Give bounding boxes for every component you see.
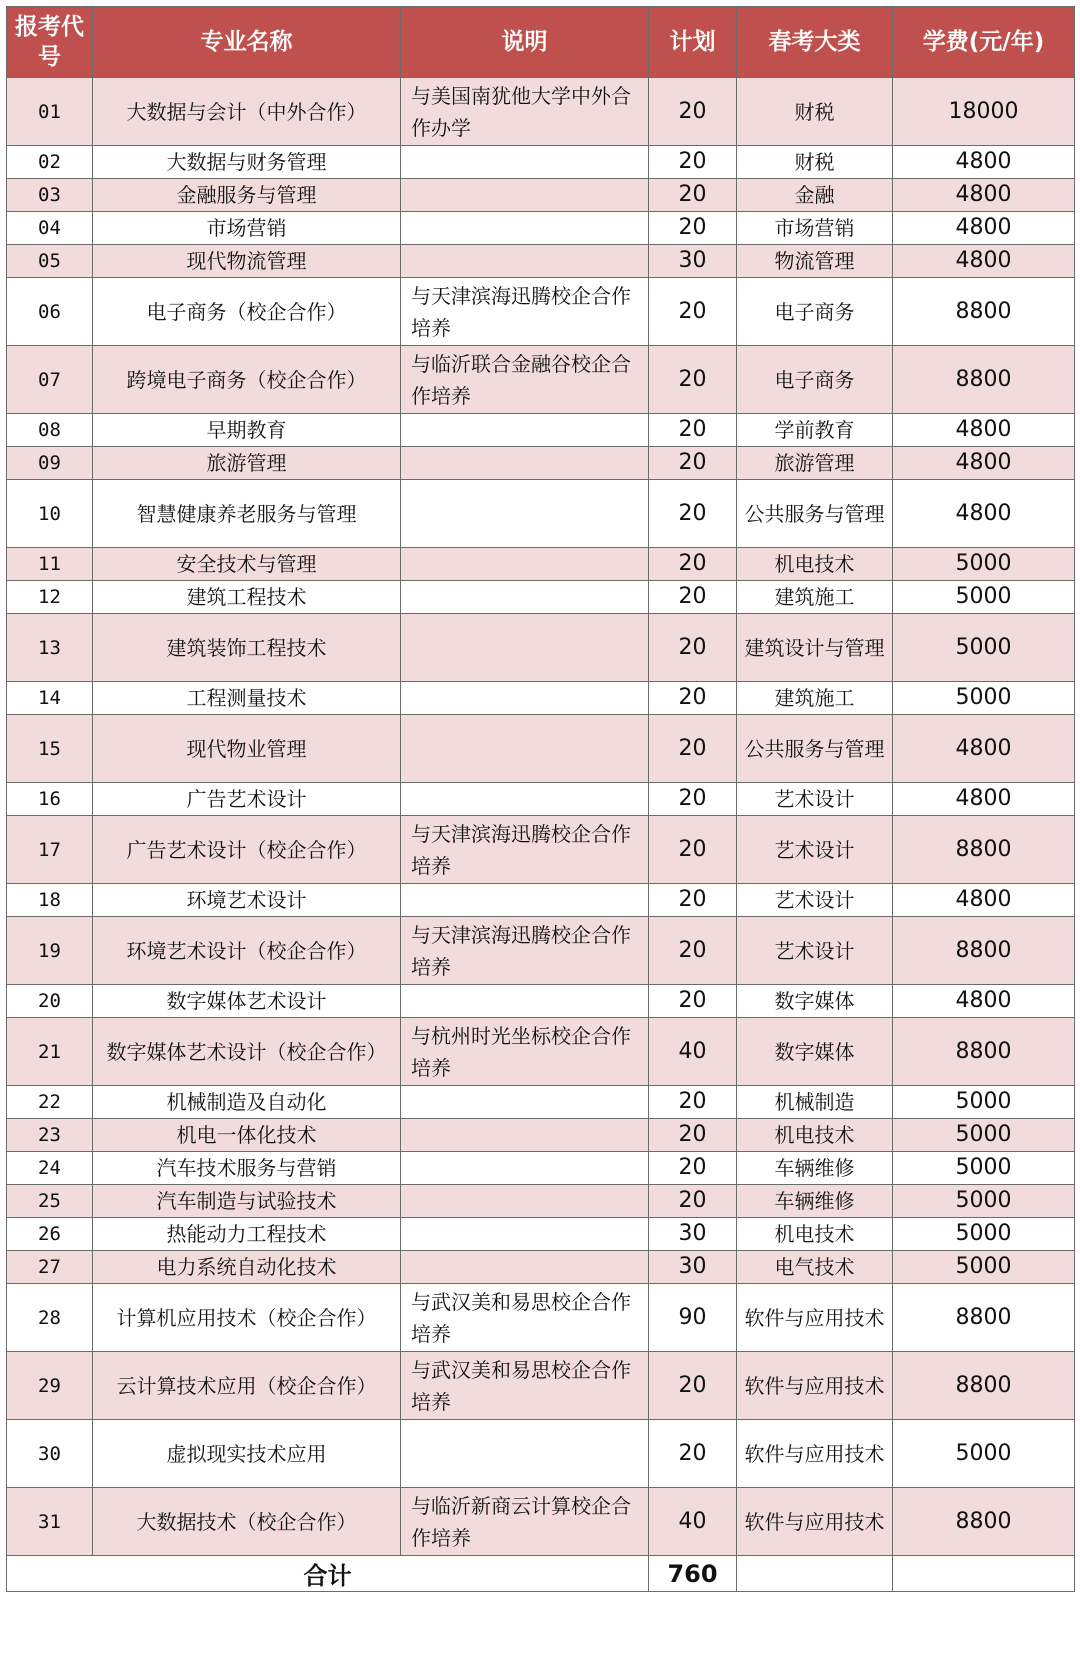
cell-major: 环境艺术设计	[93, 884, 401, 917]
cell-major: 安全技术与管理	[93, 548, 401, 581]
cell-plan: 40	[649, 1018, 737, 1086]
table-row	[7, 447, 1075, 480]
cell-note	[401, 1119, 649, 1152]
cell-major: 数字媒体艺术设计	[93, 985, 401, 1018]
cell-category: 公共服务与管理	[737, 480, 893, 548]
cell-major: 计算机应用技术（校企合作）	[93, 1284, 401, 1352]
total-plan: 760	[649, 1556, 737, 1592]
cell-code: 01	[7, 78, 93, 146]
cell-category: 建筑施工	[737, 682, 893, 715]
cell-code: 30	[7, 1420, 93, 1488]
cell-major: 热能动力工程技术	[93, 1218, 401, 1251]
enrollment-plan-table	[6, 6, 1075, 1592]
cell-category: 电子商务	[737, 346, 893, 414]
cell-plan: 30	[649, 245, 737, 278]
cell-code: 27	[7, 1251, 93, 1284]
cell-fee: 8800	[893, 917, 1075, 985]
cell-note: 与武汉美和易思校企合作培养	[401, 1352, 649, 1420]
cell-code: 20	[7, 985, 93, 1018]
cell-note	[401, 581, 649, 614]
cell-category: 艺术设计	[737, 783, 893, 816]
table-row	[7, 1086, 1075, 1119]
total-row	[7, 1556, 1075, 1592]
table-row	[7, 346, 1075, 414]
table-row	[7, 548, 1075, 581]
total-empty-category	[737, 1556, 893, 1592]
cell-category: 物流管理	[737, 245, 893, 278]
cell-plan: 20	[649, 179, 737, 212]
cell-category: 学前教育	[737, 414, 893, 447]
table-row	[7, 278, 1075, 346]
cell-fee: 5000	[893, 682, 1075, 715]
table-row	[7, 1119, 1075, 1152]
cell-plan: 20	[649, 985, 737, 1018]
cell-plan: 30	[649, 1251, 737, 1284]
cell-category: 财税	[737, 78, 893, 146]
cell-plan: 20	[649, 715, 737, 783]
cell-fee: 8800	[893, 1284, 1075, 1352]
cell-plan: 20	[649, 1420, 737, 1488]
table-body	[7, 78, 1075, 1556]
table-header-row	[7, 7, 1075, 78]
cell-code: 13	[7, 614, 93, 682]
cell-note	[401, 614, 649, 682]
cell-fee: 5000	[893, 1420, 1075, 1488]
cell-fee: 8800	[893, 346, 1075, 414]
cell-code: 18	[7, 884, 93, 917]
cell-note	[401, 447, 649, 480]
cell-note	[401, 414, 649, 447]
cell-major: 数字媒体艺术设计（校企合作）	[93, 1018, 401, 1086]
cell-category: 旅游管理	[737, 447, 893, 480]
cell-code: 10	[7, 480, 93, 548]
cell-code: 21	[7, 1018, 93, 1086]
cell-fee: 4800	[893, 414, 1075, 447]
cell-plan: 20	[649, 480, 737, 548]
cell-code: 24	[7, 1152, 93, 1185]
cell-plan: 20	[649, 1119, 737, 1152]
cell-fee: 8800	[893, 278, 1075, 346]
cell-category: 机电技术	[737, 548, 893, 581]
cell-major: 市场营销	[93, 212, 401, 245]
table-row	[7, 1218, 1075, 1251]
cell-major: 广告艺术设计（校企合作）	[93, 816, 401, 884]
cell-note: 与天津滨海迅腾校企合作培养	[401, 278, 649, 346]
cell-note	[401, 783, 649, 816]
cell-code: 26	[7, 1218, 93, 1251]
cell-note: 与天津滨海迅腾校企合作培养	[401, 816, 649, 884]
cell-plan: 20	[649, 884, 737, 917]
cell-major: 电子商务（校企合作）	[93, 278, 401, 346]
table-row	[7, 816, 1075, 884]
cell-fee: 4800	[893, 179, 1075, 212]
cell-code: 11	[7, 548, 93, 581]
enrollment-plan-table-container	[6, 6, 1074, 1592]
cell-plan: 20	[649, 1352, 737, 1420]
header-major: 专业名称	[93, 7, 401, 78]
cell-note	[401, 1086, 649, 1119]
cell-fee: 4800	[893, 447, 1075, 480]
header-code: 报考代号	[7, 7, 93, 78]
cell-fee: 8800	[893, 1352, 1075, 1420]
cell-code: 19	[7, 917, 93, 985]
table-row	[7, 985, 1075, 1018]
cell-code: 28	[7, 1284, 93, 1352]
cell-plan: 20	[649, 212, 737, 245]
table-row	[7, 1420, 1075, 1488]
cell-major: 建筑工程技术	[93, 581, 401, 614]
cell-category: 财税	[737, 146, 893, 179]
cell-category: 艺术设计	[737, 917, 893, 985]
cell-note	[401, 480, 649, 548]
cell-fee: 5000	[893, 1218, 1075, 1251]
table-row	[7, 179, 1075, 212]
table-row	[7, 614, 1075, 682]
cell-plan: 20	[649, 1152, 737, 1185]
table-row	[7, 1352, 1075, 1420]
cell-note	[401, 715, 649, 783]
cell-category: 艺术设计	[737, 884, 893, 917]
table-row	[7, 1152, 1075, 1185]
cell-major: 现代物业管理	[93, 715, 401, 783]
cell-note	[401, 245, 649, 278]
cell-code: 04	[7, 212, 93, 245]
table-row	[7, 245, 1075, 278]
header-fee: 学费(元/年)	[893, 7, 1075, 78]
cell-fee: 8800	[893, 1488, 1075, 1556]
cell-note	[401, 146, 649, 179]
cell-fee: 4800	[893, 212, 1075, 245]
cell-plan: 20	[649, 447, 737, 480]
cell-category: 软件与应用技术	[737, 1488, 893, 1556]
cell-note: 与临沂新商云计算校企合作培养	[401, 1488, 649, 1556]
cell-code: 06	[7, 278, 93, 346]
cell-note	[401, 1218, 649, 1251]
cell-major: 跨境电子商务（校企合作）	[93, 346, 401, 414]
cell-fee: 5000	[893, 1185, 1075, 1218]
cell-plan: 20	[649, 816, 737, 884]
cell-note	[401, 1152, 649, 1185]
cell-major: 智慧健康养老服务与管理	[93, 480, 401, 548]
table-row	[7, 581, 1075, 614]
cell-code: 25	[7, 1185, 93, 1218]
total-empty-fee	[893, 1556, 1075, 1592]
cell-fee: 5000	[893, 1251, 1075, 1284]
cell-category: 数字媒体	[737, 985, 893, 1018]
cell-plan: 20	[649, 278, 737, 346]
cell-major: 大数据与会计（中外合作）	[93, 78, 401, 146]
cell-fee: 5000	[893, 548, 1075, 581]
cell-major: 机械制造及自动化	[93, 1086, 401, 1119]
cell-category: 建筑施工	[737, 581, 893, 614]
cell-major: 电力系统自动化技术	[93, 1251, 401, 1284]
cell-major: 早期教育	[93, 414, 401, 447]
cell-note	[401, 884, 649, 917]
table-row	[7, 414, 1075, 447]
table-row	[7, 715, 1075, 783]
table-row	[7, 78, 1075, 146]
cell-category: 数字媒体	[737, 1018, 893, 1086]
cell-fee: 5000	[893, 1119, 1075, 1152]
cell-category: 电子商务	[737, 278, 893, 346]
cell-note	[401, 548, 649, 581]
cell-fee: 8800	[893, 816, 1075, 884]
cell-category: 车辆维修	[737, 1185, 893, 1218]
cell-major: 广告艺术设计	[93, 783, 401, 816]
cell-fee: 5000	[893, 1086, 1075, 1119]
cell-fee: 18000	[893, 78, 1075, 146]
table-row	[7, 212, 1075, 245]
cell-code: 23	[7, 1119, 93, 1152]
cell-category: 金融	[737, 179, 893, 212]
cell-code: 05	[7, 245, 93, 278]
cell-code: 15	[7, 715, 93, 783]
cell-note: 与临沂联合金融谷校企合作培养	[401, 346, 649, 414]
cell-note	[401, 179, 649, 212]
cell-major: 环境艺术设计（校企合作）	[93, 917, 401, 985]
cell-note	[401, 1420, 649, 1488]
table-row	[7, 783, 1075, 816]
cell-major: 汽车制造与试验技术	[93, 1185, 401, 1218]
cell-plan: 20	[649, 346, 737, 414]
cell-code: 17	[7, 816, 93, 884]
table-row	[7, 884, 1075, 917]
cell-code: 09	[7, 447, 93, 480]
cell-fee: 4800	[893, 783, 1075, 816]
cell-plan: 20	[649, 917, 737, 985]
cell-note	[401, 682, 649, 715]
cell-code: 07	[7, 346, 93, 414]
cell-major: 汽车技术服务与营销	[93, 1152, 401, 1185]
table-row	[7, 480, 1075, 548]
cell-major: 金融服务与管理	[93, 179, 401, 212]
cell-code: 02	[7, 146, 93, 179]
cell-code: 03	[7, 179, 93, 212]
cell-major: 旅游管理	[93, 447, 401, 480]
cell-note	[401, 212, 649, 245]
cell-plan: 20	[649, 146, 737, 179]
cell-category: 艺术设计	[737, 816, 893, 884]
cell-plan: 20	[649, 1185, 737, 1218]
table-row	[7, 1018, 1075, 1086]
table-row	[7, 682, 1075, 715]
cell-fee: 5000	[893, 614, 1075, 682]
cell-note: 与武汉美和易思校企合作培养	[401, 1284, 649, 1352]
cell-major: 大数据技术（校企合作）	[93, 1488, 401, 1556]
cell-code: 22	[7, 1086, 93, 1119]
cell-code: 12	[7, 581, 93, 614]
cell-fee: 8800	[893, 1018, 1075, 1086]
cell-major: 机电一体化技术	[93, 1119, 401, 1152]
cell-fee: 5000	[893, 581, 1075, 614]
cell-plan: 20	[649, 414, 737, 447]
cell-category: 电气技术	[737, 1251, 893, 1284]
cell-code: 31	[7, 1488, 93, 1556]
cell-plan: 20	[649, 783, 737, 816]
cell-note: 与美国南犹他大学中外合作办学	[401, 78, 649, 146]
cell-code: 14	[7, 682, 93, 715]
cell-plan: 20	[649, 581, 737, 614]
cell-category: 软件与应用技术	[737, 1284, 893, 1352]
cell-fee: 4800	[893, 245, 1075, 278]
cell-major: 建筑装饰工程技术	[93, 614, 401, 682]
cell-category: 市场营销	[737, 212, 893, 245]
cell-plan: 30	[649, 1218, 737, 1251]
header-note: 说明	[401, 7, 649, 78]
cell-fee: 4800	[893, 985, 1075, 1018]
cell-plan: 90	[649, 1284, 737, 1352]
cell-note	[401, 985, 649, 1018]
cell-plan: 40	[649, 1488, 737, 1556]
cell-category: 软件与应用技术	[737, 1420, 893, 1488]
cell-note: 与天津滨海迅腾校企合作培养	[401, 917, 649, 985]
table-row	[7, 1284, 1075, 1352]
cell-major: 虚拟现实技术应用	[93, 1420, 401, 1488]
total-label: 合计	[7, 1556, 649, 1592]
cell-major: 工程测量技术	[93, 682, 401, 715]
cell-note: 与杭州时光坐标校企合作培养	[401, 1018, 649, 1086]
cell-fee: 4800	[893, 146, 1075, 179]
cell-fee: 4800	[893, 884, 1075, 917]
cell-major: 云计算技术应用（校企合作）	[93, 1352, 401, 1420]
cell-category: 建筑设计与管理	[737, 614, 893, 682]
cell-code: 16	[7, 783, 93, 816]
table-row	[7, 1185, 1075, 1218]
cell-category: 机械制造	[737, 1086, 893, 1119]
cell-category: 公共服务与管理	[737, 715, 893, 783]
cell-fee: 5000	[893, 1152, 1075, 1185]
cell-plan: 20	[649, 614, 737, 682]
table-row	[7, 917, 1075, 985]
table-row	[7, 1488, 1075, 1556]
cell-category: 车辆维修	[737, 1152, 893, 1185]
cell-plan: 20	[649, 548, 737, 581]
header-category: 春考大类	[737, 7, 893, 78]
header-plan: 计划	[649, 7, 737, 78]
cell-major: 现代物流管理	[93, 245, 401, 278]
table-row	[7, 1251, 1075, 1284]
cell-fee: 4800	[893, 480, 1075, 548]
cell-code: 29	[7, 1352, 93, 1420]
cell-code: 08	[7, 414, 93, 447]
cell-plan: 20	[649, 1086, 737, 1119]
cell-plan: 20	[649, 78, 737, 146]
cell-major: 大数据与财务管理	[93, 146, 401, 179]
cell-category: 机电技术	[737, 1218, 893, 1251]
table-row	[7, 146, 1075, 179]
cell-note	[401, 1251, 649, 1284]
cell-category: 软件与应用技术	[737, 1352, 893, 1420]
cell-category: 机电技术	[737, 1119, 893, 1152]
cell-note	[401, 1185, 649, 1218]
cell-plan: 20	[649, 682, 737, 715]
cell-fee: 4800	[893, 715, 1075, 783]
